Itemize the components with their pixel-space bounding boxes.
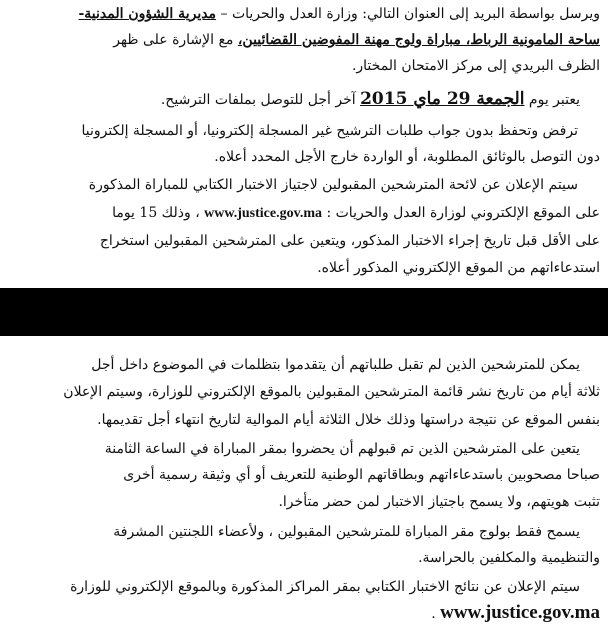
results-line-2: www.justice.gov.ma . [431,602,600,623]
access-line-1: يسمح فقط بولوج مقر المباراة للمترشحين المقبولين ، ولأعضاء اللجنتين المشرفة [113,524,580,540]
black-divider-band [0,288,608,336]
attendance-line-2: صباحا مصحوبين باستدعاءاتهم وبطاقاتهم الوطنية للتعريف أو أي وثيقة رسمية أخرى [123,467,600,483]
ministry-website-link-2[interactable]: www.justice.gov.ma [440,602,600,623]
announcement-line-1: سيتم الإعلان عن لائحة المترشحين المقبولين لاجتياز الاختبار الكتابي للمباراة المذكورة [88,177,578,193]
address-line-1: ويرسل بواسطة البريد إلى العنوان التالي: وزارة العدل والحريات – مديرية الشؤون المدنية- [78,6,600,22]
deadline-line: يعتبر يوم الجمعة 29 ماي 2015 آخر أجل للتوصل بملفات الترشيح. [160,89,580,109]
appeal-line-3: بنفس الموقع عن نتيجة دراستها وذلك خلال الثلاثة أيام الموالية لتاريخ انتهاء أجل تقديمها. [97,412,600,428]
announcement-line-3: على الأقل قبل تاريخ إجراء الاختبار المذكور، ويتعين على المترشحين المقبولين استخراج [99,233,600,249]
announcement-line-4: استدعاءاتهم من الموقع الإلكتروني المذكور أعلاه. [317,260,600,276]
attendance-line-1: يتعين على المترشحين الذين تم قبولهم أن يحضروا بمقر المباراة في الساعة الثامنة [104,441,580,457]
directorate-name: مديرية الشؤون المدنية- [78,6,217,22]
announcement-line-2: على الموقع الإلكتروني لوزارة العدل والحريات : www.justice.gov.ma ، وذلك 15 يوما [112,205,600,221]
ministry-website-link[interactable]: www.justice.gov.ma [204,206,322,221]
address-line-2: ساحة المامونية الرباط، مباراة ولوج مهنة المفوضين القضائيين، مع الإشارة على ظهر [113,32,600,48]
access-line-2: والتنظيمية والمكلفين بالحراسة. [418,550,600,566]
appeal-line-1: يمكن للمترشحين الذين لم تقبل طلباتهم أن يتقدموا بتظلمات في الموضوع داخل أجل [91,357,580,373]
rejection-line-1: ترفض وتحفظ بدون جواب طلبات الترشيح غير المسجلة إلكترونيا، أو المسجلة إلكترونيا [81,123,578,139]
document-section-bottom [0,336,608,625]
address-location: ساحة المامونية الرباط، مباراة ولوج مهنة المفوضين القضائيين، [237,32,600,48]
document-section-top [0,0,608,288]
results-line-1: سيتم الإعلان عن نتائج الاختبار الكتابي بمقر المراكز المذكورة وبالموقع الإلكتروني للوزارة [70,579,580,595]
address-line-3: الظرف البريدي إلى مركز الامتحان المختار. [351,58,600,74]
deadline-date: الجمعة 29 ماي 2015 [360,89,525,109]
attendance-line-3: تثبت هويتهم، ولا يسمح باجتياز الاختبار لمن حضر متأخرا. [278,494,600,510]
rejection-line-2: دون التوصل بالوثائق المطلوبة، أو الواردة خارج الأجل المحدد أعلاه. [214,149,600,165]
appeal-line-2: ثلاثة أيام من تاريخ نشر قائمة المترشحين المقبولين بالموقع الإلكتروني للوزارة، وسيتم الإعلان [63,384,600,400]
